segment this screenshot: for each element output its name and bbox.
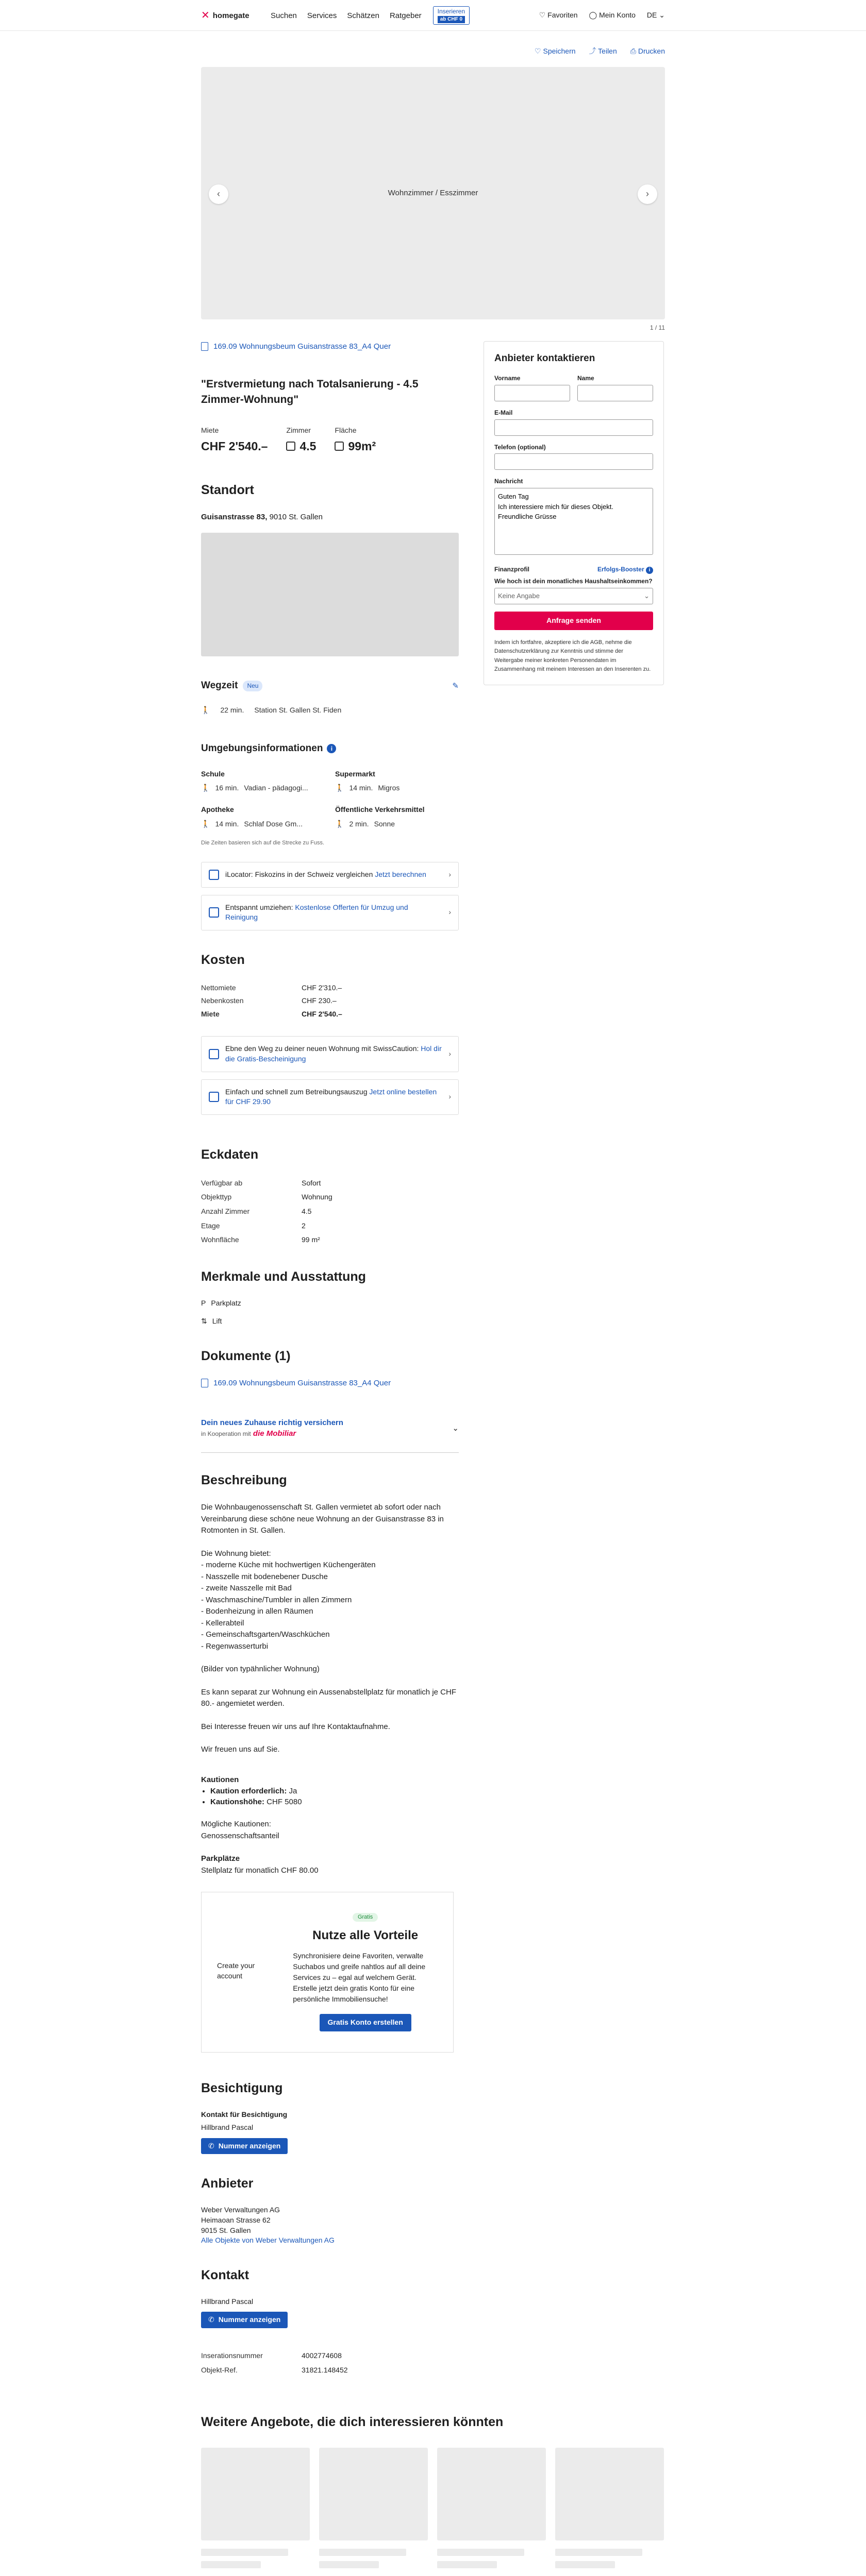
logo-icon: ✕: [201, 10, 210, 21]
heart-icon: ♡: [535, 47, 541, 55]
more-offers: Weitere Angebote, die dich interessieren könnten: [201, 2413, 665, 2573]
message-textarea[interactable]: [494, 488, 653, 555]
costs-table: Nettomiete CHF 2'310.– Nebenkosten CHF 230.– Miete CHF 2'540.–: [201, 983, 342, 1018]
insurance-accordion[interactable]: Dein neues Zuhause richtig versichern in Kooperation mit die Mobiliar ⌄: [201, 1404, 459, 1453]
contact-form: Anbieter kontaktieren Vorname Name E-Mail Telefon (optional) Nachricht Guten Tag Ich interessiere mich für dieses Objekt. Freundliche Grüsse Finanzprofil Erfolgs-Booster i Wie hoch ist dein monatliches Haushaltseinkommen? Keine Angabe ⌄ Anfrage senden Indem ich fortfahre, akzeptiere ich die AGB, nehme die Datenschutzerklärung zur Kenntnis und stimme der Weitergabe meiner konkreten Personendaten im Zusammenhang mit meinem Interessen an den Inserenten zu.: [484, 341, 664, 685]
new-badge: Neu: [243, 681, 262, 691]
nav-services[interactable]: Services: [307, 11, 337, 20]
listing-ids: Inserationsnummer 4002774608 Objekt-Ref. 31821.148452: [201, 2351, 348, 2374]
area-icon: [335, 442, 344, 451]
address: Guisanstrasse 83, 9010 St. Gallen: [201, 512, 323, 521]
document-icon: [209, 1092, 219, 1102]
poi-item: Schule 🚶 16 min. Vadian - pädagogi...: [201, 769, 325, 793]
walk-icon: 🚶: [335, 819, 344, 828]
walk-icon: 🚶: [201, 784, 210, 792]
poi-item: Supermarkt 🚶 14 min. Migros: [335, 769, 459, 793]
phone-icon: ✆: [208, 2141, 214, 2150]
offer-card-placeholder[interactable]: [437, 2448, 546, 2573]
income-select[interactable]: Keine Angabe ⌄: [494, 588, 653, 604]
nav-suchen[interactable]: Suchen: [271, 11, 297, 20]
rooms-value: 4.5: [299, 439, 317, 453]
email-input[interactable]: [494, 419, 653, 436]
provider-heading: Anbieter: [201, 2176, 254, 2191]
chevron-right-icon: ›: [448, 870, 451, 878]
edit-icon[interactable]: ✎: [452, 681, 459, 690]
parking-icon: P: [201, 1298, 206, 1307]
walk-icon: 🚶: [201, 705, 210, 714]
provider-address: Weber Verwaltungen AG Heimaoan Strasse 62 9015 St. Gallen Alle Objekte von Weber Verwaltungen AG: [201, 2206, 335, 2245]
offers-list: - moderne Küche mit hochwertigen Küchengeräten - Nasszelle mit bodenebener Dusche - zweite Nasszelle mit Bad - Waschmaschine/Tumbler in allen Zimmern - Bodenheizung in allen Räumen - Kellerabteil - Gemeinschaftsgarten/Waschküchen - Regenwasserturbi: [201, 1561, 376, 1651]
gallery-caption: Wohnzimmer / Esszimmer: [388, 189, 478, 198]
poi-item: Öffentliche Verkehrsmittel 🚶 2 min. Sonne: [335, 805, 459, 829]
travel-time-header: Wegzeit Neu ✎: [201, 680, 459, 691]
send-request-button[interactable]: Anfrage senden: [494, 612, 653, 630]
surroundings-grid: [201, 769, 459, 829]
feature-item: ⇅ Lift: [201, 1316, 459, 1327]
chevron-down-icon: ⌄: [644, 591, 649, 600]
gratis-badge: Gratis: [353, 1913, 378, 1922]
document-link[interactable]: 169.09 Wohnungsbeum Guisanstrasse 83_A4 Quer: [201, 1378, 459, 1388]
features-heading: Merkmale und Ausstattung: [201, 1269, 366, 1284]
calculator-icon: [209, 870, 219, 880]
travel-time-route: 🚶 22 min. Station St. Gallen St. Fiden: [201, 705, 459, 716]
key-facts: Miete CHF 2'540.– Zimmer 4.5 Fläche 99m²: [201, 426, 459, 454]
legal-notice: Indem ich fortfahre, akzeptiere ich die AGB, nehme die Datenschutzerklärung zur Kenntnis und stimme der Weitergabe meiner konkreten Personendaten im Zusammenhang mit meinem Interessen an den Inserenten zu.: [494, 639, 651, 673]
document-link[interactable]: 169.09 Wohnungsbeum Guisanstrasse 83_A4 Quer: [201, 341, 459, 352]
walk-icon: 🚶: [335, 784, 344, 792]
keydata-heading: Eckdaten: [201, 1147, 259, 1162]
save-button[interactable]: ♡ Speichern: [535, 47, 576, 55]
listing-actions: [201, 31, 665, 67]
feature-item: P Parkplatz: [201, 1298, 459, 1309]
phone-input[interactable]: [494, 453, 653, 470]
language-select[interactable]: DE ⌄: [646, 11, 665, 20]
map[interactable]: [201, 533, 459, 656]
poi-item: Apotheke 🚶 14 min. Schlaf Dose Gm...: [201, 805, 325, 829]
create-account-button[interactable]: Gratis Konto erstellen: [320, 2014, 411, 2031]
rooms-icon: [286, 442, 295, 451]
viewing-heading: Besichtigung: [201, 2080, 283, 2095]
offer-card-placeholder[interactable]: [201, 2448, 310, 2573]
account-link[interactable]: ◯ Mein Konto: [589, 11, 636, 20]
nav-ratgeber[interactable]: Ratgeber: [389, 11, 422, 20]
homegate-logo[interactable]: ✕ homegate: [201, 8, 271, 23]
documents-heading: Dokumente (1): [201, 1349, 291, 1363]
last-name-input[interactable]: [577, 385, 653, 401]
offer-card-placeholder[interactable]: [319, 2448, 428, 2573]
print-icon: ⎙: [630, 47, 636, 55]
chevron-right-icon: ›: [448, 1092, 451, 1101]
nav-schaetzen[interactable]: Schätzen: [347, 11, 379, 20]
lift-icon: ⇅: [201, 1317, 207, 1326]
tax-promo[interactable]: iLocator: Fiskozins in der Schweiz vergleichen Jetzt berechnen ›: [201, 862, 459, 888]
move-promo[interactable]: Entspannt umziehen: Kostenlose Offerten für Umzug und Reinigung ›: [201, 895, 459, 930]
top-navigation: [0, 0, 866, 31]
offer-card-placeholder[interactable]: [555, 2448, 664, 2573]
share-icon: ⤴: [589, 47, 596, 55]
description-body: Die Wohnbaugenossenschaft St. Gallen vermietet ab sofort oder nach Vereinbarung diese schöne neue Wohnung an der Guisanstrasse 83 in Rotmonten in St. Gallen. Die Wohnung bietet: - moderne Küche mit hochwertigen Küchengeräten - Nasszelle mit bodenebener Dusche - zweite Nasszelle mit Bad - Waschmaschine/Tumbler in allen Zimmern - Bodenheizung in allen Räumen - Kellerabteil - Gemeinschaftsgarten/Waschküchen - Regenwasserturbi (Bilder von typähnlicher Wohnung) Es kann separat zur Wohnung ein Aussenabstellplatz für monatlich je CHF 80.- angemietet werden. Bei Interesse freuen wir uns auf Ihre Kontaktaufnahme. Wir freuen uns auf Sie. Kautionen • Kaution erforderlich: Ja • Kautionshöhe: CHF 5080 Mögliche Kautionen: Genossenschaftsanteil Parkplätze Stellplatz für monatlich CHF 80.00: [201, 1502, 459, 1876]
description-heading: Beschreibung: [201, 1473, 287, 1487]
location-heading: Standort: [201, 482, 254, 497]
print-button[interactable]: ⎙ Drucken: [630, 47, 665, 55]
phone-icon: ✆: [208, 2315, 214, 2324]
chevron-right-icon: ›: [448, 1049, 451, 1058]
listing-main: 169.09 Wohnungsbeum Guisanstrasse 83_A4 Quer "Erstvermietung nach Totalsanierung - 4.5 Zimmer-Wohnung" Miete CHF 2'540.– Zimmer 4.5 Fläche 99m² Standort Guisanstrasse 83, 9010 St. Gallen Wegzeit Neu ✎ 🚶 22 min. Station St. Gallen St. Fiden Umgebungsinformationen i Schule 🚶 16 min. Vadian - pädagogi... Supermarkt 🚶 14 min. Migros Apotheke 🚶 14 min. Schlaf Dose Gm... Öffentliche Verkehrsmittel 🚶 2 min. Sonne Die Zeiten basieren sich auf die Strecke zu Fuss. iLocator: Fiskozins in der Schweiz vergleichen Jetzt berechnen › Entspannt umziehen: Kostenlose Offerten für Umzug und Reinigung › Kosten Nettomiete CHF 2'310.– Nebenkosten CHF 230.– Miete CHF 2'540.– Ebne den Weg zu deiner neuen Wohnung mit SwissCaution: Hol dir die Gratis-Bescheinigung › Einfach und schnell zum Betreibungsauszug Jetzt online bestellen für CHF 29.90 › Eckdaten Verfügbar ab Sofort Objekttyp Wohnung Anzahl Zimmer 4.5 Etage 2 Wohnfläche 99 m² Merkmale und Ausstattung P Parkplatz ⇅ Lift Dokumente (1) 169.09 Wohnungsbeum Guisanstrasse 83_A4 Quer Dein neues Zuhause richtig versichern in Kooperation mit die Mobiliar ⌄ Beschreibung Die Wohnbaugenossenschaft St. Gallen vermietet ab sofort oder nach Vereinbarung diese schöne neue Wohnung an der Guisanstrasse 83 in Rotmonten in St. Gallen. Die Wohnung bietet: - moderne Küche mit hochwertigen Küchengeräten - Nasszelle mit bodenebener Dusche - zweite Nasszelle mit Bad - Waschmaschine/Tumbler in allen Zimmern - Bodenheizung in allen Räumen - Kellerabteil - Gemeinschaftsgarten/Waschküchen - Regenwasserturbi (Bilder von typähnlicher Wohnung) Es kann separat zur Wohnung ein Aussenabstellplatz für monatlich je CHF 80.- angemietet werden. Bei Interesse freuen wir uns auf Ihre Kontaktaufnahme. Wir freuen uns auf Sie. Kautionen • Kaution erforderlich: Ja • Kautionshöhe: CHF 5080 Mögliche Kautionen: Genossenschaftsanteil Parkplätze Stellplatz für monatlich CHF 80.00 Create your account Gratis Nutze alle Vorteile Synchronisiere deine Favoriten, verwalte Suchabos und greife nahtlos auf all deine Services zu – egal auf welchem Gerät. Erstelle jetzt dein gratis Konto für eine persönliche Immobiliensuche! Gratis Konto erstellen Besichtigung Kontakt für Besichtigung Hillbrand Pascal ✆ Nummer anzeigen Anbieter Weber Verwaltungen AG Heimaoan Strasse 62 9015 St. Gallen Alle Objekte von Weber Verwaltungen AG Kontakt Hillbrand Pascal ✆ Nummer anzeigen Inserationsnummer 4002774608 Objekt-Ref. 31821.148452: [201, 341, 459, 2382]
mobiliar-logo: die Mobiliar: [253, 1429, 296, 1438]
chevron-down-icon: ⌄: [452, 1423, 459, 1433]
share-button[interactable]: ⤴ Teilen: [589, 47, 617, 55]
costs-heading: Kosten: [201, 952, 245, 967]
area-value: 99m²: [348, 439, 376, 453]
info-icon: i: [646, 567, 653, 574]
truck-icon: [209, 907, 219, 918]
gallery-prev-button[interactable]: ‹: [209, 184, 228, 204]
provider-listings-link[interactable]: Alle Objekte von Weber Verwaltungen AG: [201, 2236, 335, 2245]
pdf-icon: [201, 342, 208, 351]
show-number-button[interactable]: ✆ Nummer anzeigen: [201, 2138, 288, 2155]
debt-record-promo[interactable]: Einfach und schnell zum Betreibungsauszug Jetzt online bestellen für CHF 29.90 ›: [201, 1079, 459, 1115]
pdf-icon: [201, 1379, 208, 1387]
inserieren-button[interactable]: Inserieren ab CHF 0: [433, 6, 470, 25]
info-icon[interactable]: i: [327, 744, 336, 753]
first-name-input[interactable]: [494, 385, 570, 401]
register-teaser: Create your account Gratis Nutze alle Vorteile Synchronisiere deine Favoriten, verwalte Suchabos und greife nahtlos auf all deine Services zu – egal auf welchem Gerät. Erstelle jetzt dein gratis Konto für eine persönliche Immobiliensuche! Gratis Konto erstellen: [201, 1892, 454, 2053]
gallery-next-button[interactable]: ›: [638, 184, 657, 204]
rent-value: CHF 2'540.–: [201, 439, 268, 453]
walk-icon: 🚶: [201, 819, 210, 828]
keydata-table: Verfügbar ab Sofort Objekttyp Wohnung Anzahl Zimmer 4.5 Etage 2 Wohnfläche 99 m²: [201, 1178, 332, 1244]
shield-icon: [209, 1049, 219, 1059]
listing-title: "Erstvermietung nach Totalsanierung - 4.5 Zimmer-Wohnung": [201, 378, 419, 405]
image-gallery[interactable]: [201, 67, 665, 319]
contact-heading: Kontakt: [201, 2267, 249, 2282]
deposit-promo[interactable]: Ebne den Weg zu deiner neuen Wohnung mit SwissCaution: Hol dir die Gratis-Bescheinigung ›: [201, 1036, 459, 1072]
main-nav: [271, 10, 422, 21]
show-number-button[interactable]: ✆ Nummer anzeigen: [201, 2312, 288, 2328]
chevron-right-icon: ›: [448, 908, 451, 917]
favorites-link[interactable]: ♡ Favoriten: [539, 11, 578, 20]
surroundings-note: Die Zeiten basieren sich auf die Strecke zu Fuss.: [201, 840, 325, 846]
finance-booster-link[interactable]: Erfolgs-Booster i: [597, 565, 653, 574]
gallery-counter: 1 / 11: [649, 324, 665, 331]
